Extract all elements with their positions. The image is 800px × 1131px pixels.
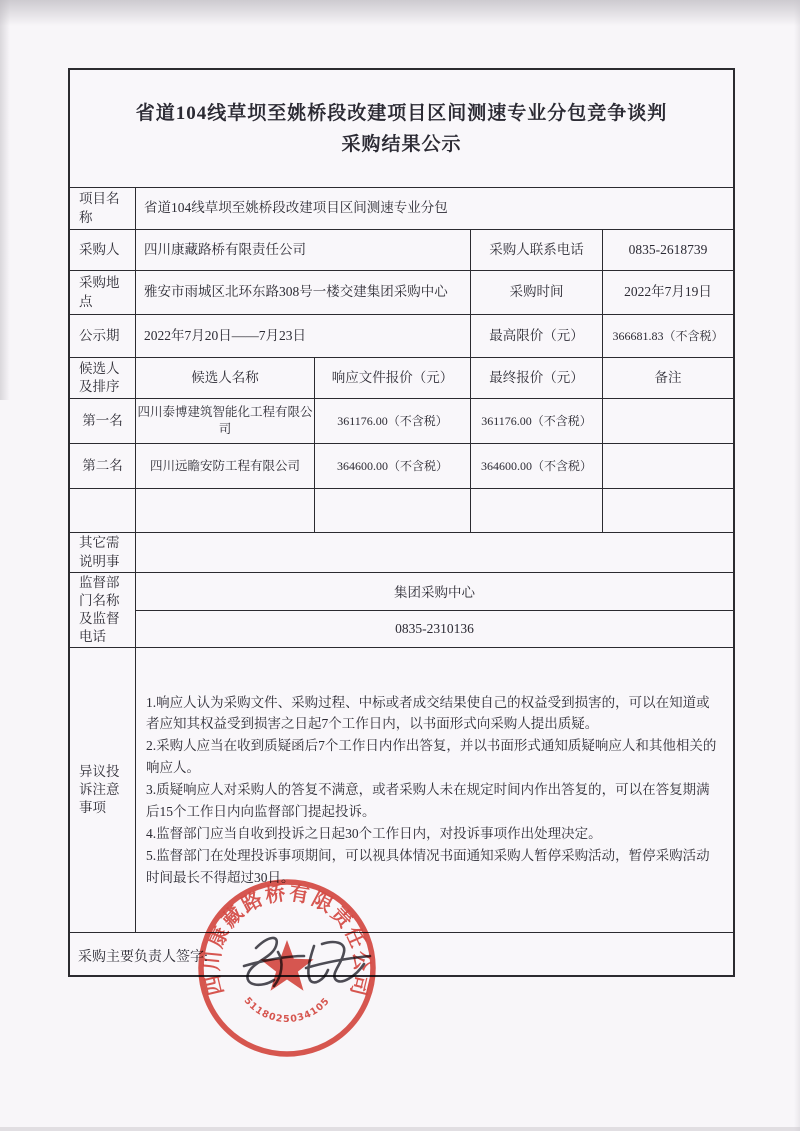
- candidate-remark: [602, 399, 733, 443]
- row-purchaser: [70, 229, 733, 270]
- row-project-name: [70, 187, 733, 229]
- candidates-response-price-header: 响应文件报价（元）: [314, 358, 470, 398]
- scan-shadow-left: [0, 0, 10, 400]
- row-other-notes: [70, 532, 733, 572]
- candidates-final-price-header: 最终报价（元）: [470, 358, 602, 398]
- candidate-row-2: [70, 443, 733, 488]
- candidate-final-price: 361176.00（不含税）: [470, 399, 602, 443]
- handwritten-signature: [218, 922, 398, 1007]
- purchaser-label: 采购人: [79, 241, 120, 257]
- supervision-phone: 0835-2310136: [136, 610, 733, 648]
- candidates-name-header: 候选人名称: [135, 358, 314, 398]
- objection-item-3: 3.质疑响应人对采购人的答复不满意，或者采购人未在规定时间内作出答复的，可以在答复期满后15个工作日内向监督部门提起投诉。: [146, 782, 710, 819]
- publicity-period-value: 2022年7月20日——7月23日: [135, 315, 470, 357]
- candidate-rank: 第一名: [82, 412, 123, 428]
- purchaser-phone-label: 采购人联系电话: [470, 230, 602, 270]
- seal-registration-number: 5118025034105: [241, 995, 332, 1026]
- candidate-name: 四川泰博建筑智能化工程有限公司: [135, 399, 314, 443]
- max-price-value: 366681.83（不含税）: [602, 315, 733, 357]
- document-title: [70, 70, 733, 187]
- candidate-response-price: 364600.00（不含税）: [314, 444, 470, 488]
- seal-company-name: 四川康藏路桥有限责任公司: [201, 882, 373, 998]
- candidate-response-price: [314, 489, 470, 532]
- objection-item-4: 4.监督部门应当自收到投诉之日起30个工作日内，对投诉事项作出处理决定。: [146, 825, 602, 841]
- location-label: 采购地点: [79, 275, 120, 309]
- procurement-result-table: [68, 68, 735, 977]
- supervision-department: 集团采购中心: [394, 585, 475, 601]
- other-notes-label: 其它需说明事: [79, 535, 120, 569]
- purchaser-phone-value: 0835-2618739: [602, 230, 733, 270]
- publicity-period-label: 公示期: [79, 327, 120, 343]
- candidate-rank: [70, 489, 135, 532]
- title-line-1: 省道104线草坝至姚桥段改建项目区间测速专业分包竞争谈判: [135, 102, 668, 124]
- scan-shadow-right: [794, 0, 800, 1131]
- objection-item-5: 5.监督部门在处理投诉事项期间，可以视具体情况书面通知采购人暂停采购活动，暂停采购活动时间最长不得超过30日。: [146, 847, 710, 885]
- candidate-final-price: [470, 489, 602, 532]
- candidate-response-price: 361176.00（不含税）: [314, 399, 470, 443]
- row-supervision: [70, 572, 733, 647]
- candidate-remark: [602, 444, 733, 488]
- objection-label: 异议投诉注意事项: [79, 763, 120, 816]
- row-location: [70, 270, 733, 314]
- candidate-name: [135, 489, 314, 532]
- candidates-header-row: [70, 357, 733, 398]
- candidates-rank-header: 候选人及排序: [79, 360, 120, 394]
- title-line-2: 采购结果公示: [341, 133, 462, 155]
- scan-shadow-top: [0, 0, 800, 26]
- objection-item-2: 2.采购人应当在收到质疑函后7个工作日内作出答复，并以书面形式通知质疑响应人和其他相关的响应人。: [146, 738, 717, 776]
- purchase-time-label: 采购时间: [470, 271, 602, 314]
- candidate-rank: 第二名: [82, 457, 123, 473]
- candidate-row-empty: [70, 488, 733, 532]
- purchase-time-value: 2022年7月19日: [602, 271, 733, 314]
- candidate-final-price: 364600.00（不含税）: [470, 444, 602, 488]
- candidate-remark: [602, 489, 733, 532]
- candidate-name: 四川远瞻安防工程有限公司: [135, 444, 314, 488]
- objection-item-1: 1.响应人认为采购文件、采购过程、中标或者成交结果使自己的权益受到损害的，可以在知道或者应知其权益受到损害之日起7个工作日内，以书面形式向采购人提出质疑。: [146, 694, 710, 732]
- candidate-row-1: [70, 398, 733, 443]
- candidates-remark-header: 备注: [602, 358, 733, 398]
- other-notes-value: [135, 533, 733, 572]
- max-price-label: 最高限价（元）: [470, 315, 602, 357]
- purchaser-value: 四川康藏路桥有限责任公司: [135, 230, 470, 270]
- row-publicity-period: [70, 314, 733, 357]
- signature-label: 采购主要负责人签字:: [78, 950, 208, 965]
- location-value: 雅安市雨城区北环东路308号一楼交建集团采购中心: [135, 271, 470, 314]
- row-signature: [70, 932, 733, 979]
- supervision-label: 监督部门名称及监督电话: [79, 574, 120, 645]
- scan-shadow-bottom: [0, 1127, 800, 1131]
- row-objection-notes: [70, 647, 733, 932]
- project-name-label: 项目名称: [79, 191, 120, 225]
- supervision-values: [135, 573, 733, 647]
- project-name-value: 省道104线草坝至姚桥段改建项目区间测速专业分包: [135, 188, 733, 229]
